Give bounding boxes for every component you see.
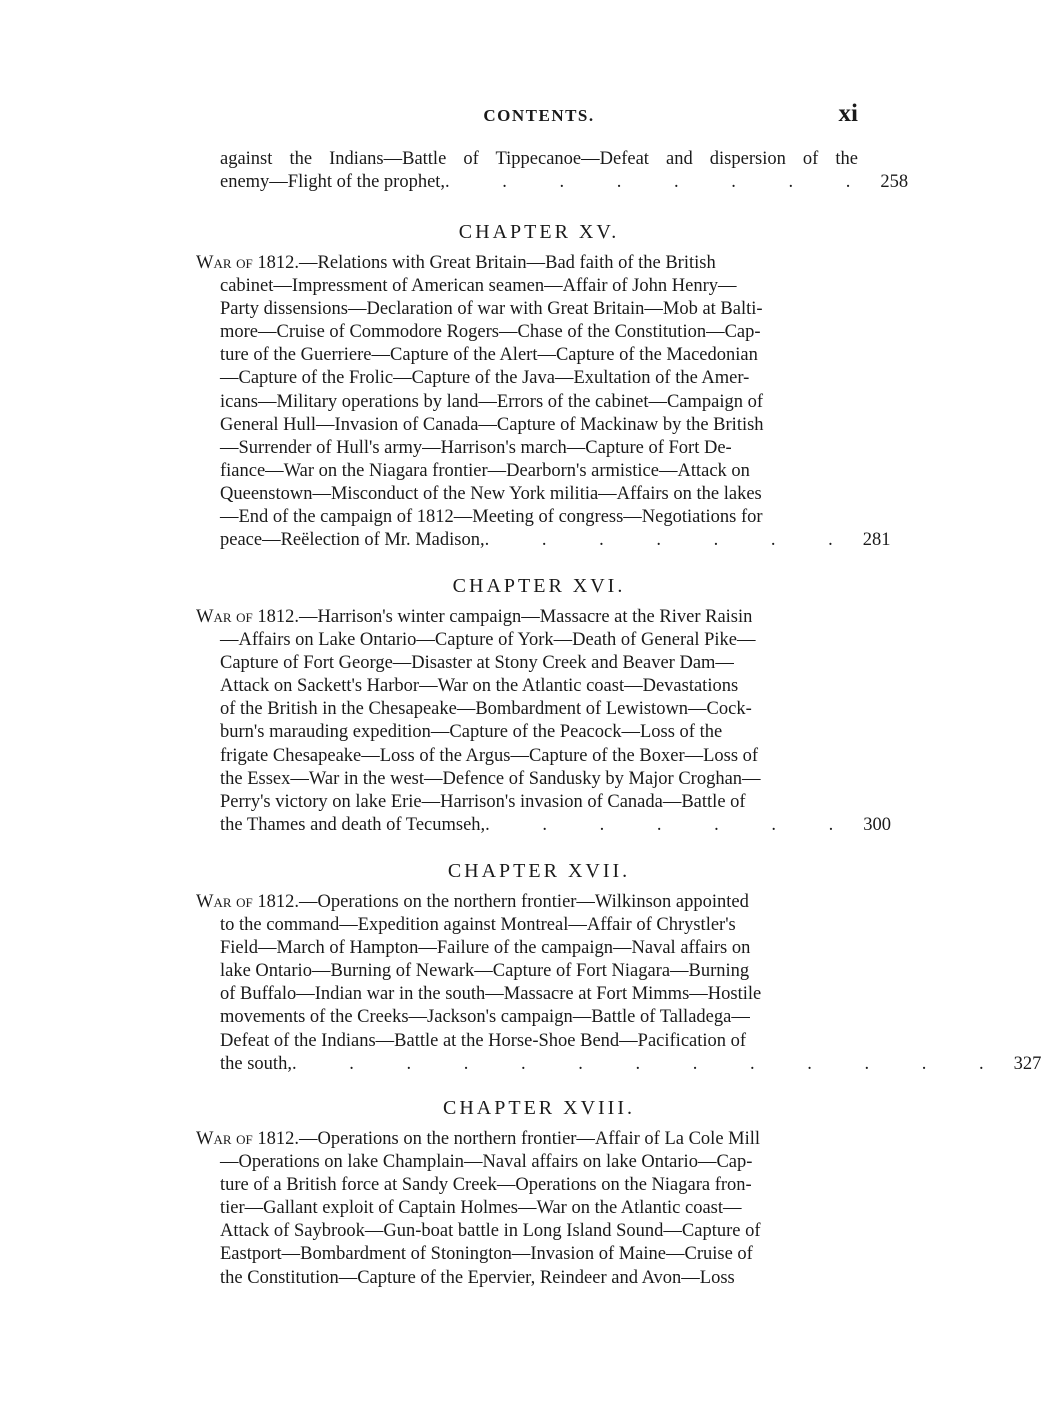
chapter-entry (196, 851, 1041, 1076)
summary-line: lake Ontario—Burning of Newark—Capture of Fort Niagara—Burning (220, 961, 750, 982)
summary-line: Defeat of the Indians—Battle at the Horse-Shoe Bend—Pacification of (220, 1030, 747, 1051)
chapter-heading: CHAPTER XVII. (447, 860, 631, 882)
summary-line: to the command—Expedition against Montreal—Affair of Chrystler's (220, 915, 736, 936)
dot-leader: . . . . . . . . (445, 172, 875, 193)
summary-line: Attack on Sackett's Harbor—War on the Atlantic coast—Devastations (220, 676, 739, 697)
summary-line: fiance—War on the Niagara frontier—Dearborn's armistice—Attack on (220, 460, 750, 481)
summary-line: the Essex—War in the west—Defence of Sandusky by Major Croghan— (220, 768, 761, 789)
continuation-last-row (220, 171, 909, 194)
chapter-summary (196, 606, 892, 837)
war-label: War of (196, 607, 253, 627)
summary-line: cabinet—Impressment of American seamen—Affair of John Henry— (220, 276, 737, 297)
chapter-heading: CHAPTER XV. (458, 221, 620, 243)
summary-line: burn's marauding expedition—Capture of the Peacock—Loss of the (220, 722, 723, 743)
summary-line: —End of the campaign of 1812—Meeting of congress—Negotiations for (220, 507, 763, 528)
running-head (220, 100, 858, 132)
chapter-summary (196, 252, 891, 552)
running-title: CONTENTS. (483, 106, 595, 125)
summary-last-row (220, 1053, 1041, 1076)
summary-line: the Constitution—Capture of the Epervier, Reindeer and Avon—Loss (220, 1267, 735, 1288)
summary-line (196, 1128, 858, 1151)
page-reference: 327 (1013, 1053, 1041, 1074)
chapter-entry (196, 212, 891, 552)
chapter-summary (196, 891, 1041, 1076)
chapter-summary (196, 1128, 858, 1290)
dot-leader: . . . . . . . . . . . . . (291, 1053, 1008, 1074)
continuation-line: against the Indians—Battle of Tippecanoe—Defeat and dispersion of the (220, 149, 858, 169)
summary-line: the Thames and death of Tecumseh, (220, 814, 486, 835)
summary-line: the south, (220, 1053, 292, 1074)
summary-text: 1812.—Operations on the northern frontier—Affair of La Cole Mill (257, 1129, 761, 1149)
summary-line: —Capture of the Frolic—Capture of the Java—Exultation of the Amer- (220, 368, 750, 389)
continuation-entry (220, 148, 909, 194)
summary-line: —Surrender of Hull's army—Harrison's march—Capture of Fort De- (220, 437, 732, 458)
summary-line: movements of the Creeks—Jackson's campaign—Battle of Talladega— (220, 1007, 750, 1028)
chapter-entry (196, 566, 892, 837)
summary-line: ture of a British force at Sandy Creek—Operations on the Niagara fron- (220, 1175, 752, 1196)
war-label: War of (196, 892, 253, 912)
summary-line: peace—Reëlection of Mr. Madison, (220, 530, 485, 551)
summary-line: Party dissensions—Declaration of war with Great Britain—Mob at Balti- (220, 299, 763, 320)
summary-line (196, 606, 858, 629)
chapter-entry (196, 1088, 858, 1290)
summary-line: of the British in the Chesapeake—Bombardment of Lewistown—Cock- (220, 699, 752, 720)
summary-line: more—Cruise of Commodore Rogers—Chase of the Constitution—Cap- (220, 322, 761, 343)
page-reference: 258 (880, 172, 909, 193)
summary-line: ture of the Guerriere—Capture of the Alert—Capture of the Macedonian (220, 345, 758, 366)
chapter-heading: CHAPTER XVI. (452, 575, 626, 597)
dot-leader: . . . . . . . (485, 814, 858, 835)
war-label: War of (196, 253, 253, 273)
summary-line: Queenstown—Misconduct of the New York militia—Affairs on the lakes (220, 483, 762, 504)
summary-text: 1812.—Harrison's winter campaign—Massacre at the River Raisin (257, 607, 753, 627)
summary-last-row (220, 814, 892, 837)
page-reference: 300 (863, 814, 892, 835)
summary-line: General Hull—Invasion of Canada—Capture of Mackinaw by the British (220, 414, 764, 435)
page-reference: 281 (862, 530, 891, 551)
summary-line: —Operations on lake Champlain—Naval affairs on lake Ontario—Cap- (220, 1152, 753, 1173)
summary-line: tier—Gallant exploit of Captain Holmes—War on the Atlantic coast— (220, 1198, 742, 1219)
summary-line (196, 252, 858, 275)
summary-last-row (220, 529, 891, 552)
summary-line: Perry's victory on lake Erie—Harrison's invasion of Canada—Battle of (220, 791, 746, 812)
summary-line: of Buffalo—Indian war in the south—Massacre at Fort Mimms—Hostile (220, 984, 762, 1005)
summary-line: icans—Military operations by land—Errors of the cabinet—Campaign of (220, 391, 764, 412)
summary-line: —Affairs on Lake Ontario—Capture of York—Death of General Pike— (220, 630, 756, 651)
summary-line: Capture of Fort George—Disaster at Stony Creek and Beaver Dam— (220, 653, 734, 674)
page-number: xi (838, 100, 858, 127)
summary-line: Attack of Saybrook—Gun-boat battle in Long Island Sound—Capture of (220, 1221, 761, 1242)
dot-leader: . . . . . . . (484, 530, 857, 551)
war-label: War of (196, 1129, 253, 1149)
continuation-line: enemy—Flight of the prophet, (220, 172, 446, 193)
summary-text: 1812.—Relations with Great Britain—Bad faith of the British (257, 253, 716, 273)
summary-line (196, 891, 858, 914)
summary-line: Eastport—Bombardment of Stonington—Invasion of Maine—Cruise of (220, 1244, 753, 1265)
chapter-heading: CHAPTER XVIII. (443, 1097, 635, 1119)
summary-text: 1812.—Operations on the northern frontier—Wilkinson appointed (257, 892, 749, 912)
summary-line: Field—March of Hampton—Failure of the campaign—Naval affairs on (220, 938, 751, 959)
summary-line: frigate Chesapeake—Loss of the Argus—Capture of the Boxer—Loss of (220, 745, 759, 766)
